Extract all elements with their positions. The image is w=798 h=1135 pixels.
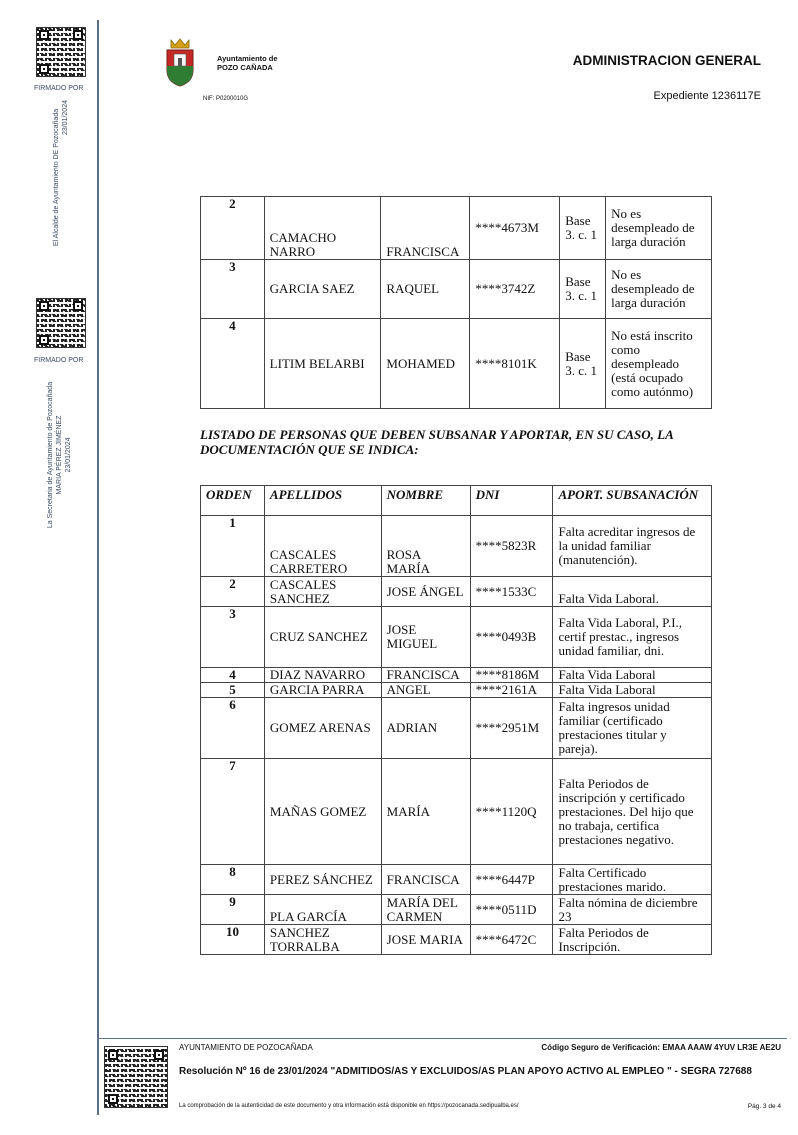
aport-cell: Falta Vida Laboral: [553, 668, 712, 683]
signer-2-date: 23/01/2024: [65, 437, 72, 473]
nombre-cell: ROSA MARÍA: [381, 516, 470, 577]
dni-cell: ****2161A: [470, 683, 553, 698]
page-number: Pág. 3 de 4: [747, 1103, 781, 1110]
dni-cell: ****6472C: [470, 925, 553, 955]
apellidos-cell: LITIM BELARBI: [264, 319, 381, 409]
table-row: [201, 260, 712, 319]
signer-2-text: [46, 370, 73, 540]
base-cell: Base 3. c. 1: [560, 319, 606, 409]
table-row: [201, 607, 712, 668]
dni-cell: ****8101K: [470, 319, 560, 409]
orden-cell: 5: [201, 683, 265, 698]
subsanation-table: [200, 485, 712, 955]
qr-code-verification: [104, 1046, 168, 1108]
signed-by-label-2: FIRMADO POR: [34, 357, 84, 364]
aport-cell: Falta Vida Laboral, P.I., certif prestac., ingresos unidad familiar, dni.: [553, 607, 712, 668]
orden-cell: 2: [201, 577, 265, 607]
footer-resolution: Resolución Nº 16 de 23/01/2024 "ADMITIDOS/AS Y EXCLUIDOS/AS PLAN APOYO ACTIVO AL EMPLEO " - SEGRA 727688: [179, 1066, 752, 1077]
table-row: [201, 865, 712, 895]
apellidos-cell: GARCIA SAEZ: [264, 260, 381, 319]
nombre-cell: MOHAMED: [381, 319, 470, 409]
table-row: [201, 925, 712, 955]
nombre-cell: FRANCISCA: [381, 197, 470, 260]
orden-cell: 6: [201, 698, 265, 759]
dni-cell: ****4673M: [470, 197, 560, 260]
nombre-cell: FRANCISCA: [381, 865, 470, 895]
logo-line-1: Ayuntamiento de: [217, 54, 278, 63]
dni-cell: ****6447P: [470, 865, 553, 895]
orden-cell: 4: [201, 668, 265, 683]
signer-1-text: [52, 100, 70, 255]
aport-cell: Falta ingresos unidad familiar (certificado prestaciones titular y pareja).: [553, 698, 712, 759]
signer-2-role: La Secretaria de Ayuntamiento de Pozocañada: [47, 381, 54, 529]
apellidos-cell: SANCHEZ TORRALBA: [264, 925, 381, 955]
nombre-cell: MARÍA DEL CARMEN: [381, 895, 470, 925]
aport-cell: Falta Vida Laboral: [553, 683, 712, 698]
header-nombre: NOMBRE: [381, 486, 470, 516]
apellidos-cell: CRUZ SANCHEZ: [264, 607, 381, 668]
logo-line-2: POZO CAÑADA: [217, 63, 273, 72]
apellidos-cell: GARCIA PARRA: [264, 683, 381, 698]
table-row: [201, 698, 712, 759]
table-row: [201, 759, 712, 865]
footer-org: AYUNTAMIENTO DE POZOCAÑADA: [179, 1043, 313, 1052]
nombre-cell: ADRIAN: [381, 698, 470, 759]
section-title: LISTADO DE PERSONAS QUE DEBEN SUBSANAR Y APORTAR, EN SU CASO, LA DOCUMENTACIÓN QUE SE INDICA:: [200, 427, 674, 457]
motivo-cell: No es desempleado de larga duración: [606, 260, 712, 319]
apellidos-cell: DIAZ NAVARRO: [264, 668, 381, 683]
dni-cell: ****3742Z: [470, 260, 560, 319]
table-row: [201, 895, 712, 925]
expediente-number: Expediente 1236117E: [653, 90, 761, 102]
footer-verification-note: La comprobación de la autenticidad de este documento y otra información está disponible en https://pozocanada.sedipualba.es/: [179, 1103, 519, 1109]
dni-cell: ****2951M: [470, 698, 553, 759]
nombre-cell: JOSE MARIA: [381, 925, 470, 955]
nombre-cell: JOSE ÁNGEL: [381, 577, 470, 607]
base-cell: Base 3. c. 1: [560, 197, 606, 260]
aport-cell: Falta acreditar ingresos de la unidad familiar (manutención).: [553, 516, 712, 577]
logo-text: [217, 54, 278, 72]
orden-cell: 4: [201, 319, 265, 409]
page-header-title: ADMINISTRACION GENERAL: [572, 53, 761, 68]
nif-label: NIF: P0200010G: [203, 96, 249, 102]
header-aport: APORT. SUBSANACIÓN: [553, 486, 712, 516]
apellidos-cell: PEREZ SÁNCHEZ: [264, 865, 381, 895]
motivo-cell: No es desempleado de larga duración: [606, 197, 712, 260]
motivo-cell: No está inscrito como desempleado (está ocupado como autónmo): [606, 319, 712, 409]
signer-1-role: El Alcalde de Ayuntamiento DE Pozocañada: [53, 108, 60, 247]
nombre-cell: ANGEL: [381, 683, 470, 698]
margin-line: [97, 20, 99, 1115]
orden-cell: 10: [201, 925, 265, 955]
dni-cell: ****5823R: [470, 516, 553, 577]
nombre-cell: MARÍA: [381, 759, 470, 865]
apellidos-cell: CASCALES SANCHEZ: [264, 577, 381, 607]
table-row: [201, 197, 712, 260]
signed-by-label-1: FIRMADO POR: [34, 85, 84, 92]
header-orden: ORDEN: [201, 486, 265, 516]
dni-cell: ****1120Q: [470, 759, 553, 865]
footer-csv: Código Seguro de Verificación: EMAA AAAW 4YUV LR3E AE2U: [541, 1043, 781, 1052]
nombre-cell: RAQUEL: [381, 260, 470, 319]
apellidos-cell: CASCALES CARRETERO: [264, 516, 381, 577]
qr-code-signature-1: [36, 27, 86, 77]
table-row: [201, 516, 712, 577]
table-row: [201, 577, 712, 607]
header-apellidos: APELLIDOS: [264, 486, 381, 516]
orden-cell: 1: [201, 516, 265, 577]
orden-cell: 7: [201, 759, 265, 865]
dni-cell: ****0511D: [470, 895, 553, 925]
table-row: [201, 683, 712, 698]
municipal-coat-of-arms-icon: [163, 36, 197, 88]
apellidos-cell: GOMEZ ARENAS: [264, 698, 381, 759]
orden-cell: 8: [201, 865, 265, 895]
signer-1-date: 23/01/2024: [62, 100, 69, 136]
aport-cell: Falta nómina de diciembre 23: [553, 895, 712, 925]
orden-cell: 3: [201, 607, 265, 668]
nombre-cell: FRANCISCA: [381, 668, 470, 683]
aport-cell: Falta Periodos de inscripción y certificado prestaciones. Del hijo que no trabaja, certifica prestaciones negativo.: [553, 759, 712, 865]
base-cell: Base 3. c. 1: [560, 260, 606, 319]
orden-cell: 9: [201, 895, 265, 925]
apellidos-cell: CAMACHO NARRO: [264, 197, 381, 260]
footer-divider: [97, 1038, 787, 1039]
dni-cell: ****0493B: [470, 607, 553, 668]
orden-cell: 3: [201, 260, 265, 319]
signer-2-name: MARIA PÉREZ JIMÉNEZ: [56, 415, 63, 495]
aport-cell: Falta Vida Laboral.: [553, 577, 712, 607]
apellidos-cell: MAÑAS GOMEZ: [264, 759, 381, 865]
dni-cell: ****1533C: [470, 577, 553, 607]
aport-cell: Falta Periodos de Inscripción.: [553, 925, 712, 955]
dni-cell: ****8186M: [470, 668, 553, 683]
excluded-table: [200, 196, 712, 409]
aport-cell: Falta Certificado prestaciones marido.: [553, 865, 712, 895]
table-header-row: [201, 486, 712, 516]
nombre-cell: JOSE MIGUEL: [381, 607, 470, 668]
table-row: [201, 319, 712, 409]
table-row: [201, 668, 712, 683]
header-dni: DNI: [470, 486, 553, 516]
apellidos-cell: PLA GARCÍA: [264, 895, 381, 925]
qr-code-signature-2: [36, 298, 86, 348]
orden-cell: 2: [201, 197, 265, 260]
